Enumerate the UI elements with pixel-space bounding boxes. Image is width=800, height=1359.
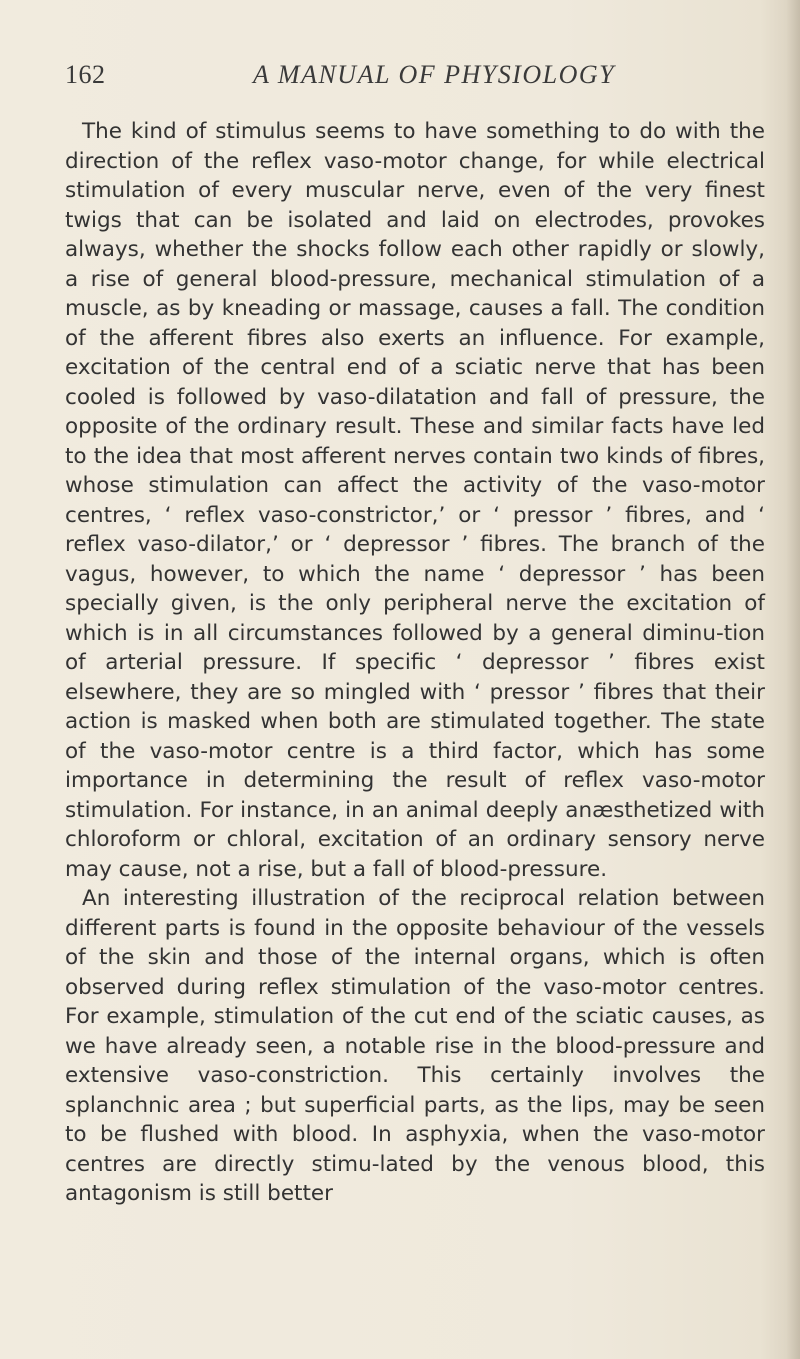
page-edge-shadow: [786, 0, 800, 1359]
running-title: A MANUAL OF PHYSIOLOGY: [253, 60, 616, 89]
running-head: [65, 60, 765, 94]
paragraph-2: An interesting illustration of the reciprocal relation between different parts is found in the opposite behaviour of the vessels of the skin and those of the internal organs, which is often observed during reflex stimulation of the vaso-motor centres. For example, stimulation of the cut end of the sciatic causes, as we have already seen, a notable rise in the blood-pressure and extensive vaso-constriction. This certainly involves the splanchnic area ; but superficial parts, as the lips, may be seen to be flushed with blood. In asphyxia, when the vaso-motor centres are directly stimu-lated by the venous blood, this antagonism is still better: [65, 886, 765, 1206]
page-number: 162: [65, 60, 106, 89]
paragraph-1: The kind of stimulus seems to have something to do with the direction of the reflex vaso-motor change, for while electrical stimulation of every muscular nerve, even of the very finest twigs that can be isolated and laid on electrodes, provokes always, whether the shocks follow each other rapidly or slowly, a rise of general blood-pressure, mechanical stimulation of a muscle, as by kneading or massage, causes a fall. The condition of the afferent fibres also exerts an influence. For example, excitation of the central end of a sciatic nerve that has been cooled is followed by vaso-dilatation and fall of pressure, the opposite of the ordinary result. These and similar facts have led to the idea that most afferent nerves contain two kinds of fibres, whose stimulation can affect the activity of the vaso-motor centres, ‘ reflex vaso-constrictor,’ or ‘ pressor ’ fibres, and ‘ reflex vaso-dilator,’ or ‘ depressor ’ fibres. The branch of the vagus, however, to which the name ‘ depressor ’ has been specially given, is the only peripheral nerve the excitation of which is in all circumstances followed by a general diminu-tion of arterial pressure. If specific ‘ depressor ’ fibres exist elsewhere, they are so mingled with ‘ pressor ’ fibres that their action is masked when both are stimulated together. The state of the vaso-motor centre is a third factor, which has some importance in determining the result of reflex vaso-motor stimulation. For instance, in an animal deeply anæsthetized with chloroform or chloral, excitation of an ordinary sensory nerve may cause, not a rise, but a fall of blood-pressure.: [65, 119, 765, 882]
body-text: [65, 117, 765, 1209]
